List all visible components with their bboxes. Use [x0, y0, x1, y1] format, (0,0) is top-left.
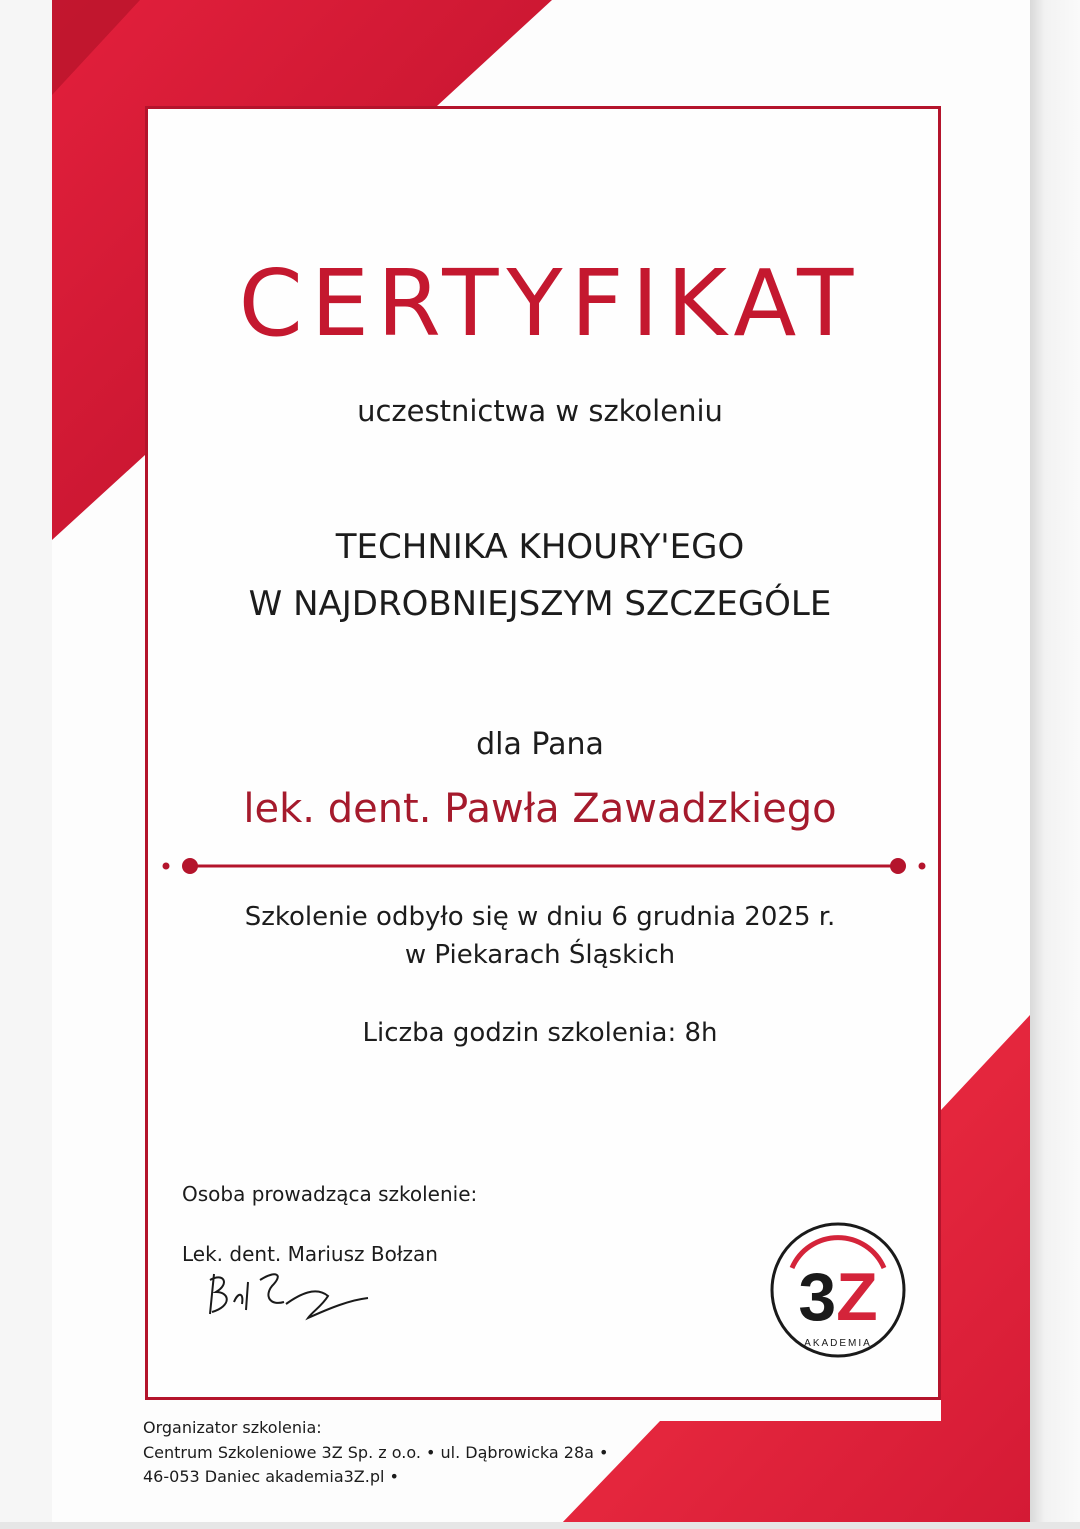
course-title-line-1: TECHNIKA KHOURY'EGO — [335, 527, 745, 567]
trainer-name: Lek. dent. Mariusz Bołzan — [182, 1242, 438, 1266]
recipient-name: lek. dent. Pawła Zawadzkiego — [243, 786, 837, 832]
certificate-title: CERTYFIKAT — [238, 250, 862, 357]
certificate-subtitle: uczestnictwa w szkoleniu — [357, 394, 723, 428]
logo-mark: 3Z — [798, 1259, 878, 1335]
training-hours: Liczba godzin szkolenia: 8h — [362, 1018, 718, 1048]
logo-caption: AKADEMIA — [804, 1338, 872, 1349]
divider-dot-right-small — [919, 863, 926, 870]
training-date: Szkolenie odbyło się w dniu 6 grudnia 2025 r. — [244, 902, 836, 932]
organizer-address-line-1: Centrum Szkoleniowe 3Z Sp. z o.o. • ul. Dąbrowicka 28a • — [143, 1443, 609, 1462]
divider-dot-left-small — [163, 863, 170, 870]
recipient-intro: dla Pana — [476, 727, 604, 762]
organizer-address-line-2: 46-053 Daniec akademia3Z.pl • — [143, 1467, 399, 1486]
decorative-divider — [160, 852, 930, 880]
divider-dot-right — [890, 858, 906, 874]
bottom-edge — [0, 1522, 1080, 1529]
trainer-signature — [200, 1262, 380, 1324]
course-title-line-2: W NAJDROBNIEJSZYM SZCZEGÓLE — [248, 584, 832, 624]
akademia-3z-logo — [766, 1218, 910, 1362]
training-place: w Piekarach Śląskich — [404, 940, 676, 970]
trainer-label: Osoba prowadząca szkolenie: — [182, 1182, 478, 1206]
organizer-label: Organizator szkolenia: — [143, 1418, 322, 1437]
